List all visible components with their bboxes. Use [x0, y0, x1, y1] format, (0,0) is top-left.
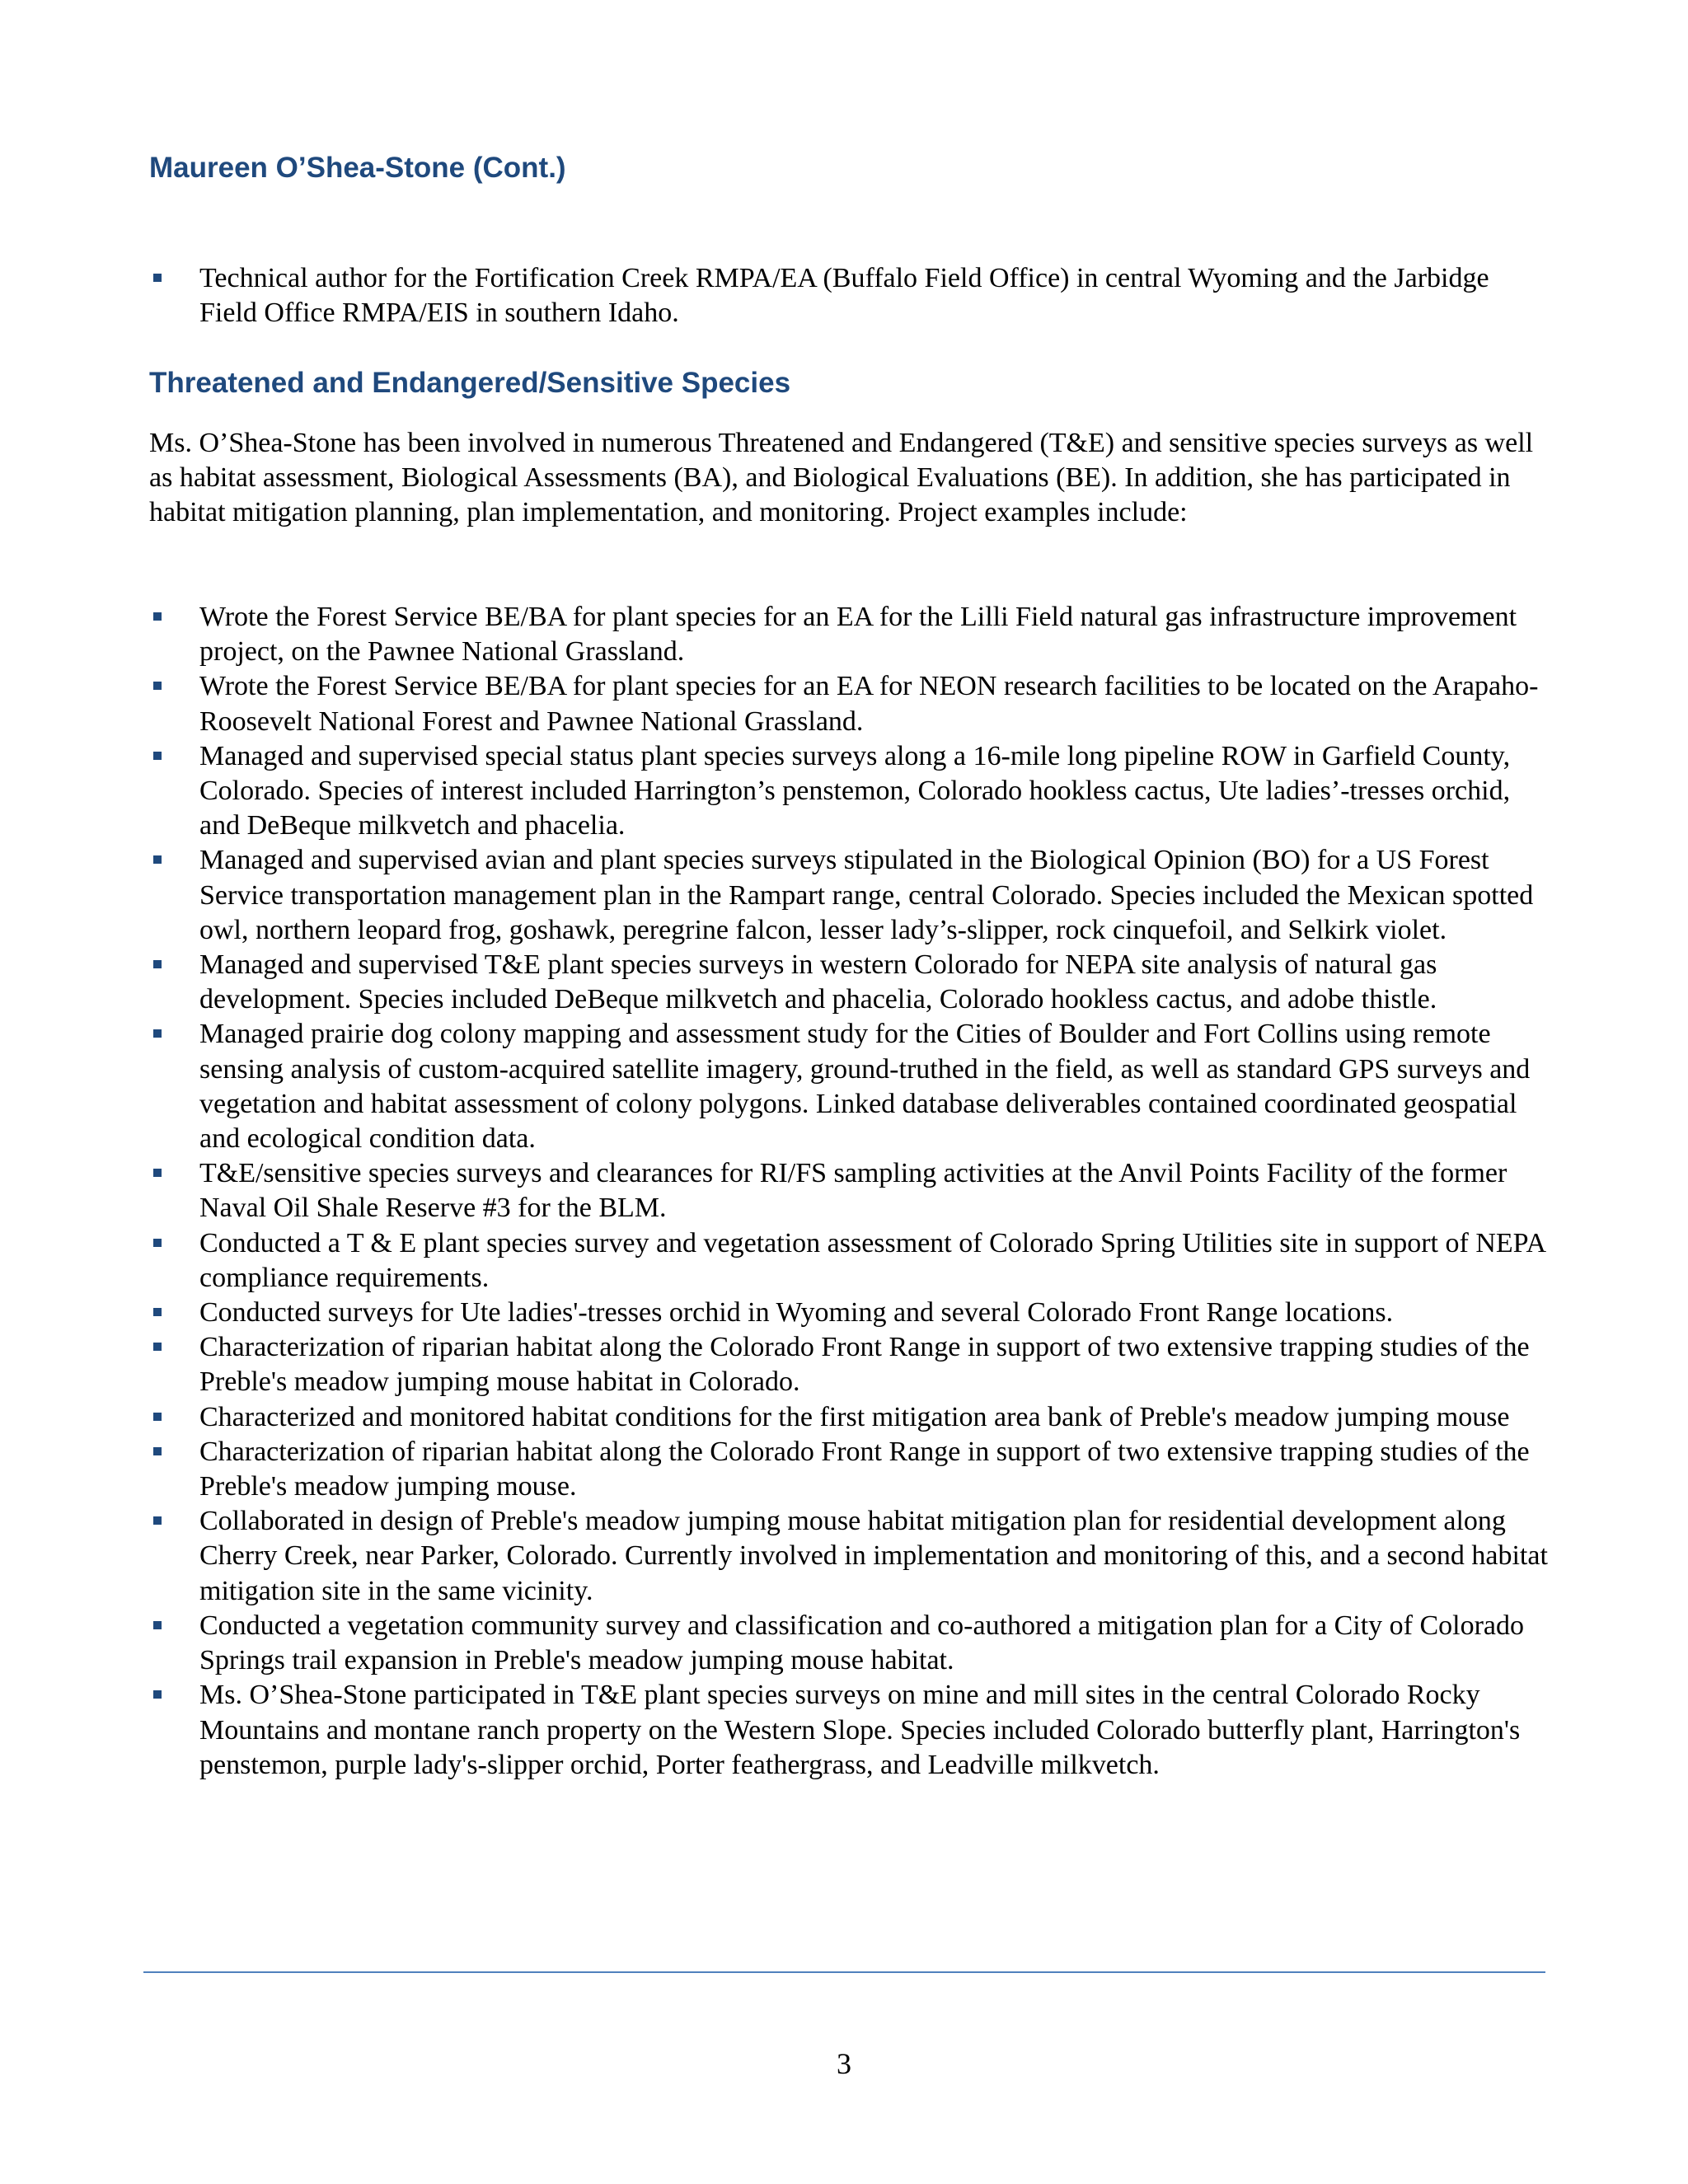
- list-item-text: Managed and supervised avian and plant species surveys stipulated in the Biological Opinion (BO) for a US Forest Service transportation management plan in the Rampart range, central Colorado. Species included the Mexican spotted owl, northern leopard frog, goshawk, peregrine falcon, lesser lady’s-slipper, rock cinquefoil, and Selkirk violet.: [199, 845, 1534, 945]
- list-item: [149, 739, 1550, 844]
- bullet-list-authorship: [149, 261, 1550, 330]
- list-item: [149, 600, 1550, 669]
- square-bullet-icon: [153, 682, 162, 690]
- list-item: [149, 948, 1550, 1017]
- square-bullet-icon: [153, 1239, 162, 1247]
- bullet-list-projects: [149, 600, 1550, 1783]
- square-bullet-icon: [153, 274, 162, 282]
- square-bullet-icon: [153, 1621, 162, 1629]
- square-bullet-icon: [153, 1447, 162, 1455]
- list-item-text: Wrote the Forest Service BE/BA for plant species for an EA for the Lilli Field natural gas infrastructure improvement project, on the Pawnee National Grassland.: [199, 602, 1517, 668]
- list-item: [149, 1678, 1550, 1783]
- section-heading-continued: Maureen O’Shea-Stone (Cont.): [149, 152, 566, 184]
- square-bullet-icon: [153, 1343, 162, 1351]
- list-item: [149, 1400, 1550, 1435]
- list-item-text: Characterized and monitored habitat conditions for the first mitigation area bank of Preble's meadow jumping mouse: [199, 1401, 1510, 1432]
- list-item-text: Characterization of riparian habitat along the Colorado Front Range in support of two extensive trapping studies of the Preble's meadow jumping mouse.: [199, 1436, 1530, 1502]
- list-item: [149, 1226, 1550, 1296]
- square-bullet-icon: [153, 752, 162, 760]
- list-item-text: Conducted a T & E plant species survey and vegetation assessment of Colorado Spring Utilities site in support of NEPA compliance requirements.: [199, 1227, 1545, 1293]
- page-number: 3: [837, 2047, 851, 2080]
- list-item: [149, 1156, 1550, 1226]
- list-item: [149, 1435, 1550, 1504]
- square-bullet-icon: [153, 960, 162, 968]
- square-bullet-icon: [153, 1169, 162, 1177]
- list-item: [149, 1504, 1550, 1609]
- square-bullet-icon: [153, 612, 162, 621]
- square-bullet-icon: [153, 1690, 162, 1699]
- section-heading-te-species: Threatened and Endangered/Sensitive Species: [149, 367, 791, 399]
- square-bullet-icon: [153, 1029, 162, 1038]
- list-item-text: Wrote the Forest Service BE/BA for plant species for an EA for NEON research facilities to be located on the Arapaho-Roosevelt National Forest and Pawnee National Grassland.: [199, 671, 1539, 737]
- list-item-text: Collaborated in design of Preble's meadow jumping mouse habitat mitigation plan for residential development along Cherry Creek, near Parker, Colorado. Currently involved in implementation and monitoring of this, and a second habitat mitigation site in the same vicinity.: [199, 1506, 1548, 1606]
- list-item: [149, 843, 1550, 948]
- list-item: [149, 1296, 1550, 1330]
- square-bullet-icon: [153, 1308, 162, 1316]
- list-item-text: Technical author for the Fortification Creek RMPA/EA (Buffalo Field Office) in central Wyoming and the Jarbidge Field Office RMPA/EIS in southern Idaho.: [199, 263, 1489, 329]
- list-item-text: Managed prairie dog colony mapping and assessment study for the Cities of Boulder and Fort Collins using remote sensing analysis of custom-acquired satellite imagery, ground-truthed in the field, as well as standard GPS surveys and vegetation and habitat assessment of colony polygons. Linked database deliverables contained coordinated geospatial and ecological condition data.: [199, 1019, 1531, 1155]
- list-item-text: Conducted a vegetation community survey and classification and co-authored a mitigation plan for a City of Colorado Springs trail expansion in Preble's meadow jumping mouse habitat.: [199, 1610, 1525, 1676]
- list-item-text: Characterization of riparian habitat along the Colorado Front Range in support of two extensive trapping studies of the Preble's meadow jumping mouse habitat in Colorado.: [199, 1332, 1530, 1398]
- list-item: [149, 669, 1550, 738]
- list-item-text: Ms. O’Shea-Stone participated in T&E plant species surveys on mine and mill sites in the central Colorado Rocky Mountains and montane ranch property on the Western Slope. Species included Colorado butterfly plant, Harrington's penstemon, purple lady's-slipper orchid, Porter feathergrass, and Leadville milkvetch.: [199, 1680, 1521, 1780]
- square-bullet-icon: [153, 855, 162, 864]
- list-item-text: Conducted surveys for Ute ladies'-tresses orchid in Wyoming and several Colorado Front Range locations.: [199, 1297, 1394, 1329]
- list-item: [149, 261, 1550, 330]
- list-item-text: Managed and supervised special status plant species surveys along a 16-mile long pipeline ROW in Garfield County, Colorado. Species of interest included Harrington’s penstemon, Colorado hookless cactus, Ute ladies’-tresses orchid, and DeBeque milkvetch and phacelia.: [199, 740, 1511, 841]
- list-item: [149, 1017, 1550, 1156]
- footer-divider: [143, 1971, 1545, 1973]
- intro-paragraph: Ms. O’Shea-Stone has been involved in numerous Threatened and Endangered (T&E) and sensitive species surveys as well as habitat assessment, Biological Assessments (BA), and Biological Evaluations (BE). In addition, she has participated in habitat mitigation planning, plan implementation, and monitoring. Project examples include:: [149, 428, 1534, 528]
- list-item-text: T&E/sensitive species surveys and clearances for RI/FS sampling activities at the Anvil Points Facility of the former Naval Oil Shale Reserve #3 for the BLM.: [199, 1158, 1507, 1224]
- square-bullet-icon: [153, 1413, 162, 1421]
- list-item: [149, 1609, 1550, 1678]
- list-item-text: Managed and supervised T&E plant species surveys in western Colorado for NEPA site analysis of natural gas development. Species included DeBeque milkvetch and phacelia, Colorado hookless cactus, and adobe thistle.: [199, 949, 1437, 1015]
- list-item: [149, 1330, 1550, 1399]
- square-bullet-icon: [153, 1516, 162, 1525]
